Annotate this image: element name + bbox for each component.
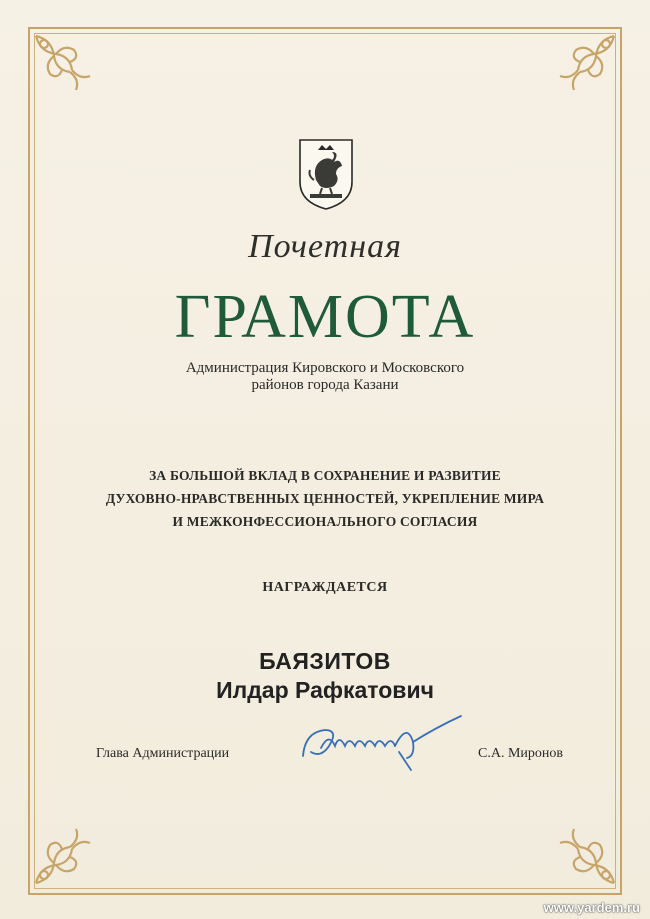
reason-line-3: И МЕЖКОНФЕССИОНАЛЬНОГО СОГЛАСИЯ: [172, 514, 478, 529]
recipient-surname: БАЯЗИТОВ: [259, 648, 391, 674]
issuer-block: [0, 360, 650, 394]
ornament-corner-bottom-right-icon: [550, 819, 620, 889]
signatory-name: С.А. Миронов: [478, 746, 563, 761]
handwritten-signature: [295, 712, 465, 774]
ornament-corner-top-left-icon: [30, 30, 100, 100]
award-reason: [0, 464, 650, 533]
recipient-given-names: Илдар Рафкатович: [216, 677, 434, 703]
issuer-line-2: районов города Казани: [251, 377, 399, 393]
reason-line-1: ЗА БОЛЬШОЙ ВКЛАД В СОХРАНЕНИЕ И РАЗВИТИЕ: [149, 468, 501, 483]
reason-line-2: ДУХОВНО-НРАВСТВЕННЫХ ЦЕННОСТЕЙ, УКРЕПЛЕНИЕ МИРА: [105, 491, 545, 506]
awarded-label: НАГРАЖДАЕТСЯ: [262, 580, 388, 595]
signatory-title: Глава Администрации: [96, 746, 230, 761]
kazan-coat-of-arms-icon: [296, 136, 356, 212]
ornament-corner-top-right-icon: [550, 30, 620, 100]
ornament-corner-bottom-left-icon: [30, 819, 100, 889]
title-pochetnaya: Почетная: [248, 228, 402, 265]
title-gramota: ГРАМОТА: [174, 283, 476, 351]
site-watermark: www.yardem.ru: [543, 900, 640, 915]
issuer-line-1: Администрация Кировского и Московского: [185, 360, 465, 376]
